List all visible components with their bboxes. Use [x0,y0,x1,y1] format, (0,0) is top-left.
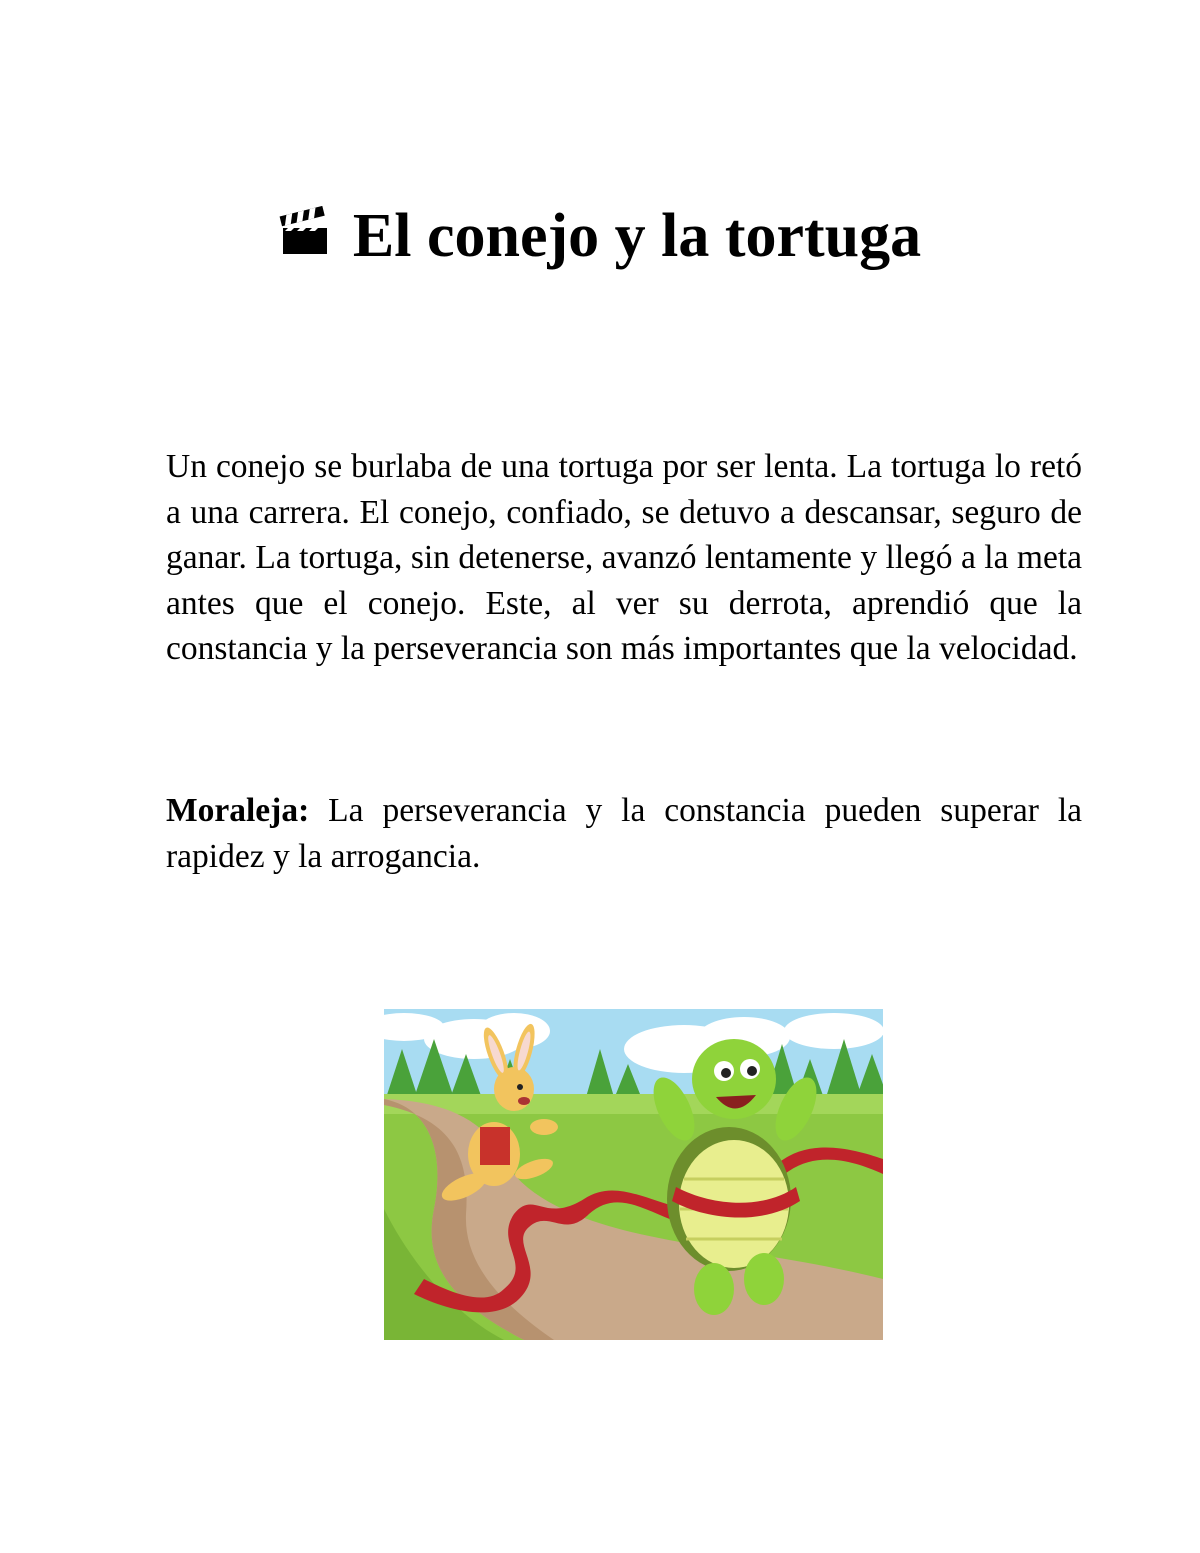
clapperboard-icon [279,206,331,258]
moral-paragraph [166,788,1082,879]
race-illustration-drawing [384,1009,883,1340]
story-paragraph: Un conejo se burlaba de una tortuga por ser lenta. La tortuga lo retó a una carrera. El conejo, confiado, se detuvo a descansar, seguro de ganar. La tortuga, sin detenerse, avanzó lentamente y llegó a la meta antes que el conejo. Este, al ver su derrota, aprendió que la constancia y la perseverancia son más importantes que la velocidad. [166,448,1082,667]
moral-label: Moraleja: [166,792,310,829]
title-text: El conejo y la tortuga [352,202,922,270]
moral-text: La perseverancia y la constancia pueden superar la rapidez y la arrogancia. [166,792,1082,875]
race-illustration [384,1009,883,1340]
page-title [0,196,1200,276]
